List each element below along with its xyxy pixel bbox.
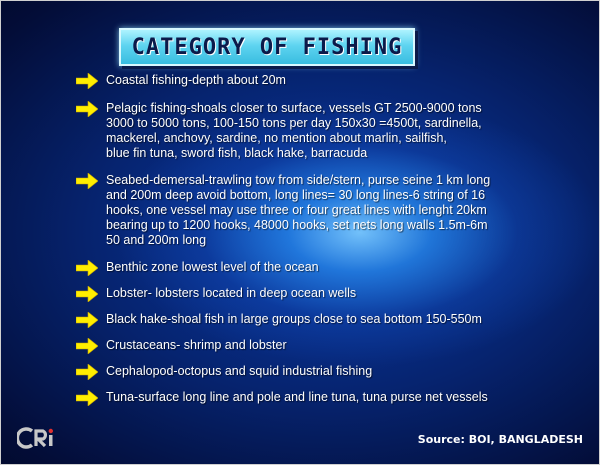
right-arrow-icon: [76, 260, 98, 276]
right-arrow-icon: [76, 364, 98, 380]
item-text-line: hooks, one vessel may use three or four great lines with lenght 20km: [106, 203, 487, 217]
cri-logo: [17, 426, 69, 450]
item-text-line: Cephalopod-octopus and squid industrial fishing: [106, 364, 373, 378]
right-arrow-icon: [76, 390, 98, 406]
item-text-line: Crustaceans- shrimp and lobster: [106, 338, 287, 352]
item-text-line: 3000 to 5000 tons, 100-150 tons per day 150x30 =4500t, sardinella,: [106, 116, 482, 130]
item-text-line: Pelagic fishing-shoals closer to surface, vessels GT 2500-9000 tons: [106, 101, 482, 115]
right-arrow-icon: [76, 338, 98, 354]
list-item: [76, 173, 586, 248]
right-arrow-icon: [76, 173, 98, 189]
list-item: [76, 364, 586, 380]
source-credit: Source: BOI, BANGLADESH: [417, 433, 583, 446]
item-text-line: and 200m deep avoid bottom, long lines= 30 long lines-6 string of 16: [106, 188, 486, 202]
item-text-line: Coastal fishing-depth about 20m: [106, 73, 286, 87]
list-item: [76, 260, 586, 276]
list-item: [76, 312, 586, 328]
item-text-line: 50 and 200m long: [106, 233, 207, 247]
right-arrow-icon: [76, 101, 98, 117]
right-arrow-icon: [76, 286, 98, 302]
item-text-line: blue fin tuna, sword fish, black hake, barracuda: [106, 146, 368, 160]
item-text-line: Benthic zone lowest level of the ocean: [106, 260, 319, 274]
item-text-line: bearing up to 1200 hooks, 48000 hooks, set nets long walls 1.5m-6m: [106, 218, 488, 232]
item-text-line: Lobster- lobsters located in deep ocean wells: [106, 286, 357, 300]
item-text-line: Black hake-shoal fish in large groups close to sea bottom 150-550m: [106, 312, 482, 326]
right-arrow-icon: [76, 312, 98, 328]
list-item: [76, 73, 586, 89]
title-banner: [119, 28, 415, 66]
item-text-line: Tuna-surface long line and pole and line tuna, tuna purse net vessels: [106, 390, 488, 404]
fishing-category-list: [76, 73, 586, 406]
list-item: [76, 101, 586, 161]
item-text-line: mackerel, anchovy, sardine, no mention about marlin, sailfish,: [106, 131, 447, 145]
cri-logo-mark: [17, 426, 69, 450]
right-arrow-icon: [76, 73, 98, 89]
list-item: [76, 390, 586, 406]
item-text-line: Seabed-demersal-trawling tow from side/stern, purse seine 1 km long: [106, 173, 491, 187]
list-item: [76, 286, 586, 302]
list-item: [76, 338, 586, 354]
slide-title: CATEGORY OF FISHING: [131, 34, 403, 60]
